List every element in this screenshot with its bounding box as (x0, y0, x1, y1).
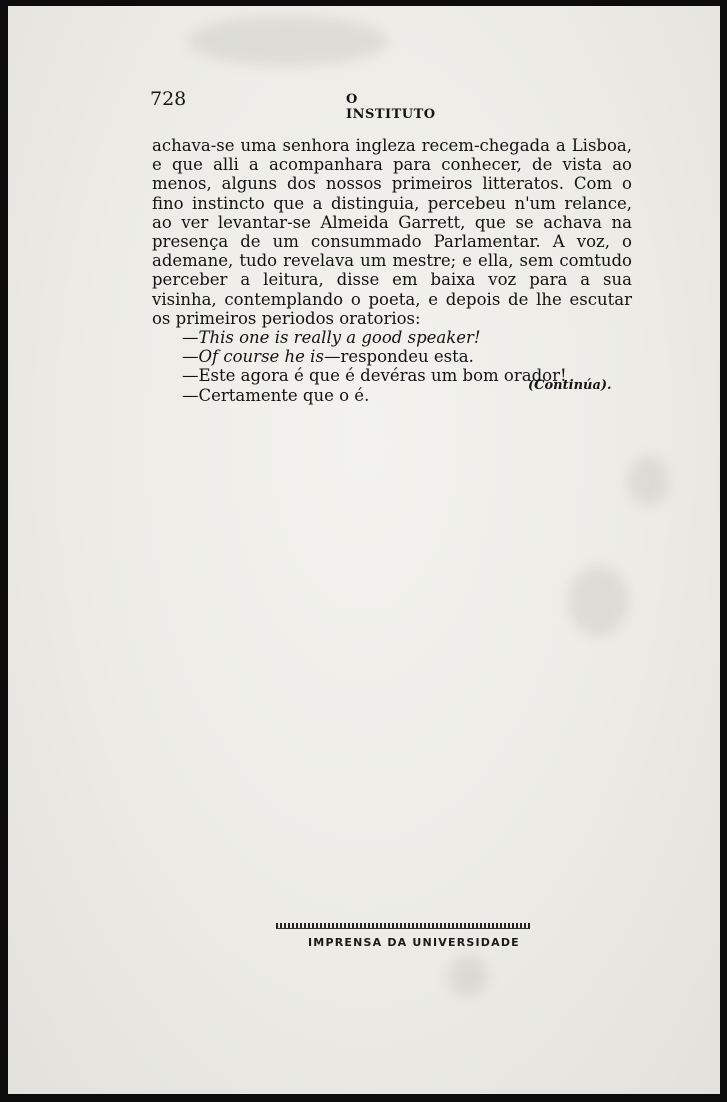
body-text (152, 136, 632, 405)
dialog-plain: Certamente que o é. (198, 385, 370, 405)
scanned-page (8, 6, 720, 1094)
paper-stain (568, 566, 628, 636)
dialog-plain: —respondeu esta. (323, 347, 474, 367)
dialog-line-2 (152, 347, 632, 366)
paragraph: achava-se uma senhora ingleza recem-chegada a Lisboa, e que alli a acompanhara para conhecer, de vista ao menos, alguns dos nossos primeiros litteratos. Com o fino instincto que a distinguia, percebeu n'um relance, ao ver levantar-se Almeida Garrett, que se achava na presença de um consummado Parlamentar. A voz, o ademane, tudo revelava um mestre; e ella, sem comtudo perceber a leitura, disse em baixa voz para a sua visinha, contemplando o poeta, e depois de lhe escutar os primeiros periodos oratorios: (152, 136, 632, 328)
paper-stain (188, 16, 388, 66)
paper-stain (628, 456, 668, 506)
imprint: IMPRENSA DA UNIVERSIDADE (308, 936, 520, 949)
page-header (150, 88, 450, 122)
dash: — (182, 385, 199, 405)
decorative-rule (276, 923, 530, 929)
dialog-line-1 (152, 328, 632, 347)
dialog-plain: Este agora é que é devéras um bom orador! (198, 366, 567, 386)
continua-note: (Continúa). (528, 378, 612, 393)
dialog-italic: This one is really a good speaker! (198, 328, 481, 348)
running-title: O INSTITUTO (346, 92, 436, 122)
dash: — (182, 347, 199, 367)
dialog-italic: Of course he is (198, 347, 324, 367)
page-number: 728 (150, 88, 187, 110)
dash: — (182, 328, 199, 348)
paper-stain (448, 956, 488, 996)
dash: — (182, 366, 199, 386)
